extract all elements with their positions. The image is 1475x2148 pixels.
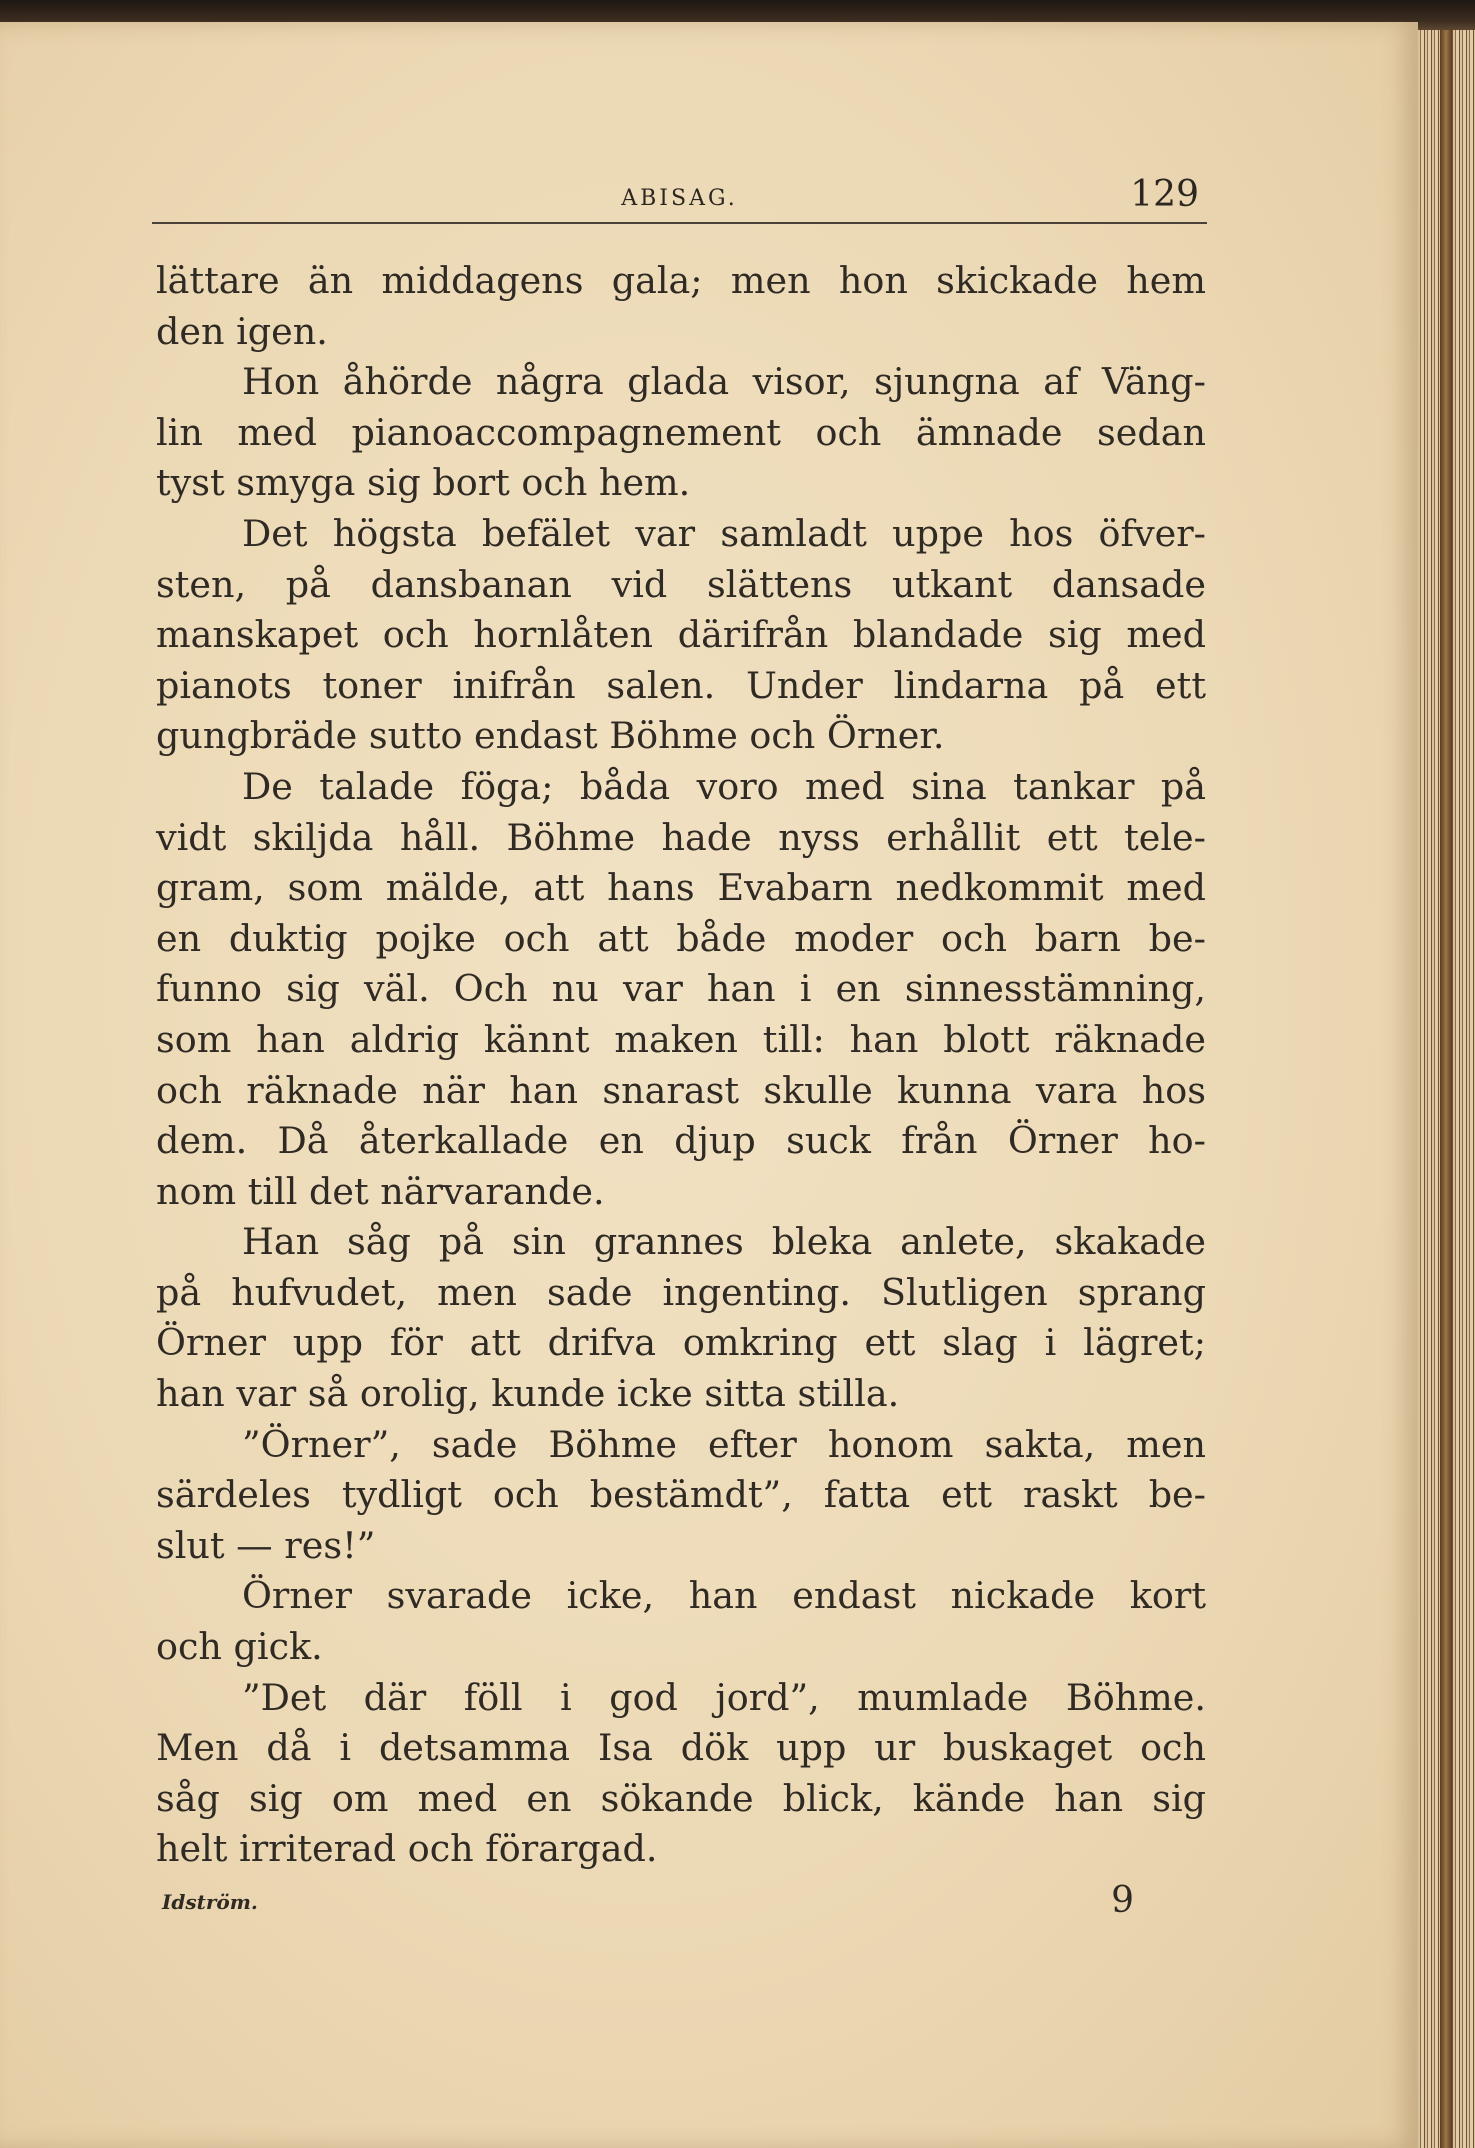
text-line: dem. Då återkallade en djup suck från Örner ho-: [156, 1119, 1206, 1163]
text-line: Örner svarade icke, han endast nickade kort: [242, 1574, 1206, 1618]
text-line: lättare än middagens gala; men hon skickade hem: [156, 259, 1206, 302]
text-line: och räknade när han snarast skulle kunna vara hos: [156, 1068, 1206, 1112]
text-line: en duktig pojke och att både moder och barn be-: [156, 916, 1206, 960]
text-line: ”Örner”, sade Böhme efter honom sakta, men: [242, 1422, 1206, 1466]
text-line: och gick.: [156, 1625, 323, 1669]
running-title: ABISAG.: [621, 186, 738, 211]
text-line: gram, som mälde, att hans Evabarn nedkommit med: [156, 866, 1206, 910]
text-line: ”Det där föll i god jord”, mumlade Böhme.: [242, 1675, 1206, 1719]
text-line: han var så orolig, kunde icke sitta stilla.: [156, 1372, 900, 1416]
text-line: Men då i detsamma Isa dök upp ur buskaget och: [156, 1726, 1206, 1770]
text-line: helt irriterad och förargad.: [156, 1827, 658, 1871]
text-line: sten, på dansbanan vid slättens utkant dansade: [156, 562, 1206, 606]
text-line: Hon åhörde några glada visor, sjungna af Väng-: [242, 360, 1206, 404]
signature-mark: 9: [1111, 1880, 1134, 1921]
text-line: särdeles tydligt och bestämdt”, fatta ett raskt be-: [156, 1473, 1206, 1517]
header-rule: [152, 222, 1207, 224]
text-line: vidt skiljda håll. Böhme hade nyss erhållit ett tele-: [156, 815, 1206, 859]
body-text: [156, 256, 1206, 1875]
text-line: nom till det närvarande.: [156, 1169, 605, 1213]
page-header: [152, 174, 1207, 224]
text-line: den igen.: [156, 309, 328, 353]
text-line: lin med pianoaccompagnement och ämnade sedan: [156, 410, 1206, 454]
book-spine-binding: [1440, 30, 1452, 2148]
text-line: slut — res!”: [156, 1523, 376, 1567]
footer-author: Idström.: [162, 1890, 258, 1914]
page-number: 129: [1130, 174, 1199, 215]
text-line: Örner upp för att drifva omkring ett slag i lägret;: [156, 1321, 1206, 1365]
text-line: Det högsta befälet var samladt uppe hos öfver-: [242, 511, 1206, 555]
page-footer: [156, 1880, 1206, 1926]
text-line: funno sig väl. Och nu var han i en sinnesstämning,: [156, 967, 1206, 1011]
text-line: De talade föga; båda voro med sina tankar på: [242, 764, 1206, 808]
text-line: som han aldrig kännt maken till: han blott räknade: [156, 1017, 1206, 1061]
text-line: såg sig om med en sökande blick, kände han sig: [156, 1776, 1206, 1820]
text-line: tyst smyga sig bort och hem.: [156, 461, 691, 505]
text-line: gungbräde sutto endast Böhme och Örner.: [156, 714, 945, 758]
text-line: manskapet och hornlåten därifrån blandade sig med: [156, 613, 1206, 657]
text-line: Han såg på sin grannes bleka anlete, skakade: [242, 1220, 1206, 1264]
text-line: pianots toner inifrån salen. Under lindarna på ett: [156, 663, 1206, 707]
text-line: på hufvudet, men sade ingenting. Slutligen sprang: [156, 1270, 1206, 1314]
